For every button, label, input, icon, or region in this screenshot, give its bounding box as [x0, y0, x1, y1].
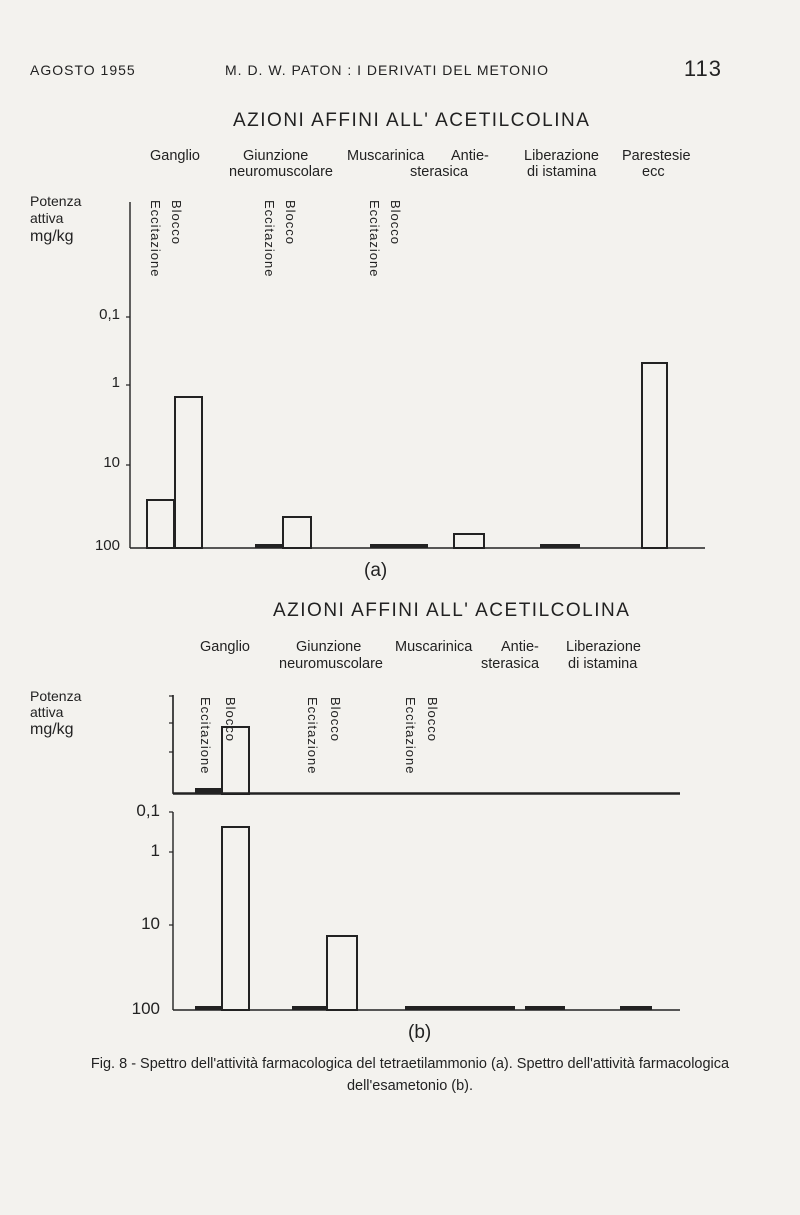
figure-a-v-blocco-2: Blocco — [283, 200, 298, 246]
figure-a-col-antie-l1: Antie- — [451, 148, 489, 164]
figure-a-title: AZIONI AFFINI ALL' ACETILCOLINA — [233, 110, 591, 131]
figure-caption-line2: dell'esametonio (b). — [346, 1078, 474, 1094]
figure-a-label: (a) — [364, 560, 388, 581]
figure-b-col-giunzione-l1: Giunzione — [296, 639, 362, 655]
figure-b-v-blocco-2: Blocco — [328, 697, 343, 743]
figure-b-v-blocco-3: Blocco — [425, 697, 440, 743]
figure-a-v-eccitazione-2: Eccitazione — [262, 200, 277, 278]
figure-a-ylabel-l3: mg/kg — [30, 228, 74, 245]
figure-a-tick-label-10: 10 — [103, 454, 120, 471]
figure-b-ylabel-l1: Potenza — [30, 688, 82, 704]
figure-b-col-istamina-l1: Liberazione — [566, 639, 641, 655]
figure-a-col-istamina-l2: di istamina — [527, 164, 597, 180]
running-header-date: AGOSTO 1955 — [30, 62, 136, 78]
figure-a-v-eccitazione-1: Eccitazione — [148, 200, 163, 278]
figure-b-bar-giunzione-eccitazione-main — [292, 1006, 326, 1010]
figure-b-label: (b) — [408, 1022, 432, 1043]
figure-b-v-eccitazione-2: Eccitazione — [305, 697, 320, 775]
figure-b-tick-label-10: 10 — [141, 914, 160, 933]
figure-b-title: AZIONI AFFINI ALL' ACETILCOLINA — [273, 600, 631, 621]
figure-b-col-istamina-l2: di istamina — [568, 656, 638, 672]
figure-b-col-antie-l1: Antie- — [501, 639, 539, 655]
figure-a-col-parestesie-l1: Parestesie — [622, 148, 691, 164]
figure-a-tick-label-1: 1 — [111, 374, 120, 391]
figure-a-col-istamina-l1: Liberazione — [524, 148, 599, 164]
figure-b-col-antie-l2: sterasica — [481, 656, 540, 672]
figure-a-col-ganglio: Ganglio — [150, 148, 200, 164]
figure-a-col-muscarinica: Muscarinica — [347, 148, 425, 164]
figure-a-v-blocco-3: Blocco — [388, 200, 403, 246]
figure-a-v-blocco-1: Blocco — [169, 200, 184, 246]
figure-b-v-eccitazione-3: Eccitazione — [403, 697, 418, 775]
figure-a-col-antie-l2: sterasica — [410, 164, 469, 180]
figure-a-ylabel-l1: Potenza — [30, 193, 82, 209]
figure-b-bar-ganglio-eccitazione-main — [195, 1006, 221, 1010]
figure-b-tick-label-100: 100 — [131, 999, 160, 1018]
running-header-title: M. D. W. PATON : I DERIVATI DEL METONIO — [225, 62, 549, 78]
figure-b-bar-giunzione-blocco-main — [327, 936, 357, 1010]
figure-a-tick-label-0-1: 0,1 — [99, 306, 120, 323]
figure-a-col-giunzione-l1: Giunzione — [243, 148, 309, 164]
figure-b-col-ganglio: Ganglio — [200, 639, 250, 655]
figure-a-v-eccitazione-3: Eccitazione — [367, 200, 382, 278]
figure-b-tick-label-0-1: 0,1 — [136, 801, 160, 820]
page-number: 113 — [683, 56, 722, 81]
figure-b-col-muscarinica: Muscarinica — [395, 639, 473, 655]
figure-caption — [50, 1053, 770, 1097]
figure-b-ylabel-l3: mg/kg — [30, 721, 74, 738]
figure-b-ylabel-l2: attiva — [30, 704, 64, 720]
figure-b-bar-ganglio-blocco-main — [222, 827, 249, 1010]
figure-b-v-blocco-1: Blocco — [223, 697, 238, 743]
figure-b-bar-muscarinica-main — [405, 1006, 515, 1010]
figure-caption-line1: Fig. 8 - Spettro dell'attività farmacologica del tetraetilammonio (a). Spettro dell'attività farmacologica — [90, 1056, 730, 1072]
figure-a-col-parestesie-l2: ecc — [642, 164, 665, 180]
figure-a-tick-label-100: 100 — [94, 537, 120, 554]
figure-b-v-eccitazione-1: Eccitazione — [198, 697, 213, 775]
figure-a-ylabel-l2: attiva — [30, 210, 64, 226]
figure-b-bar-antiesterasica-main — [525, 1006, 565, 1010]
figure-a-col-giunzione-l2: neuromuscolare — [229, 164, 333, 180]
figure-b-tick-label-1: 1 — [150, 841, 160, 860]
figure-b-bar-istamina-main — [620, 1006, 652, 1010]
figure-b-col-giunzione-l2: neuromuscolare — [279, 656, 383, 672]
